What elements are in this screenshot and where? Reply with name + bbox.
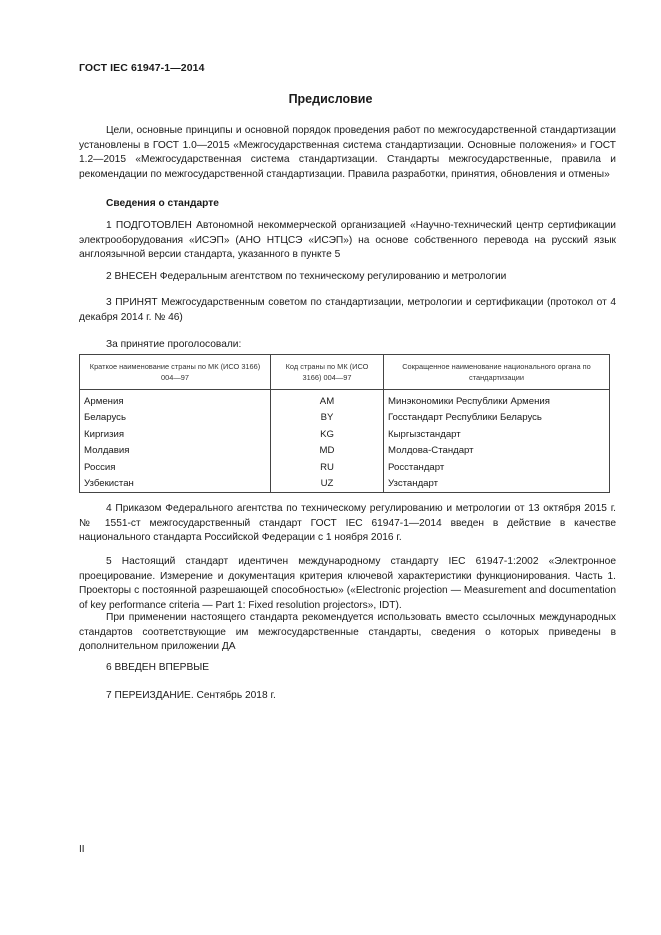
item-1-paragraph: 1 ПОДГОТОВЛЕН Автономной некоммерческой организацией «Научно-технический центр сертификации электрооборудования «ИСЭП» (АНО НТЦСЭ «ИСЭП») на основе собственного перевода на русский язык англоязычной версии стандарта, указанного в пункте 5 — [79, 220, 616, 261]
code-cell: KG — [271, 426, 384, 443]
page-number: II — [79, 844, 85, 855]
item-5-paragraph: 5 Настоящий стандарт идентичен международному стандарту IEC 61947-1:2002 «Электронное проецирование. Измерение и документация критерия ключевой характеристики функционирования. Часть 1. Проекторы с постоянной разрешающей способностью» («Electronic projection — Measurement and documentation of key performance criteria — Part 1: Fixed resolution projectors», IDT). — [79, 556, 616, 611]
country-cell: Беларусь — [80, 410, 271, 427]
code-cell: BY — [271, 410, 384, 427]
country-cell: Молдавия — [80, 443, 271, 460]
table-header-row — [80, 355, 610, 390]
table-row — [80, 426, 610, 443]
item-4-paragraph: 4 Приказом Федерального агентства по техническому регулированию и метрологии от 13 октября 2015 г. № 1551-ст межгосударственный стандарт ГОСТ IEC 61947-1—2014 введен в действие в качестве национального стандарта Российской Федерации с 1 ноября 2016 г. — [79, 503, 616, 544]
voting-table — [79, 354, 610, 493]
item-6-paragraph: 6 ВВЕДЕН ВПЕРВЫЕ — [106, 662, 210, 673]
item-7-paragraph: 7 ПЕРЕИЗДАНИЕ. Сентябрь 2018 г. — [106, 690, 276, 701]
item-2-paragraph: 2 ВНЕСЕН Федеральным агентством по техническому регулированию и метрологии — [106, 271, 507, 282]
code-cell: AM — [271, 390, 384, 410]
item-3-paragraph: 3 ПРИНЯТ Межгосударственным советом по стандартизации, метрологии и сертификации (протокол от 4 декабря 2014 г. № 46) — [79, 297, 616, 323]
country-cell: Киргизия — [80, 426, 271, 443]
page-title: Предисловие — [288, 92, 373, 106]
body-cell: Госстандарт Республики Беларусь — [384, 410, 610, 427]
code-cell: UZ — [271, 476, 384, 493]
column-header-country: Краткое наименование страны по МК (ИСО 3166) 004—97 — [80, 355, 271, 390]
body-cell: Молдова-Стандарт — [384, 443, 610, 460]
body-cell: Кыргызстандарт — [384, 426, 610, 443]
body-cell: Росстандарт — [384, 459, 610, 476]
country-cell: Россия — [80, 459, 271, 476]
country-cell: Армения — [80, 390, 271, 410]
code-cell: MD — [271, 443, 384, 460]
item-5-note: При применении настоящего стандарта рекомендуется использовать вместо ссылочных международных стандартов соответствующие им межгосударственные стандарты, сведения о которых приведены в дополнительном приложении ДА — [79, 612, 616, 653]
table-row — [80, 476, 610, 493]
column-header-body: Сокращенное наименование национального органа по стандартизации — [384, 355, 610, 390]
intro-paragraph: Цели, основные принципы и основной порядок проведения работ по межгосударственной стандартизации установлены в ГОСТ 1.0—2015 «Межгосударственная система стандартизации. Основные положения» и ГОСТ 1.2—2015 «Межгосударственная система стандартизации. Стандарты межгосударственные, правила и рекомендации по межгосударственной стандартизации. Правила разработки, принятия, обновления и отмены» — [79, 125, 616, 180]
table-row — [80, 459, 610, 476]
info-heading: Сведения о стандарте — [106, 198, 219, 209]
table-row — [80, 410, 610, 427]
document-code: ГОСТ IEC 61947-1—2014 — [79, 62, 205, 74]
column-header-code: Код страны по МК (ИСО 3166) 004—97 — [271, 355, 384, 390]
table-row — [80, 443, 610, 460]
code-cell: RU — [271, 459, 384, 476]
body-cell: Узстандарт — [384, 476, 610, 493]
body-cell: Минэкономики Республики Армения — [384, 390, 610, 410]
vote-label: За принятие проголосовали: — [106, 339, 242, 350]
country-cell: Узбекистан — [80, 476, 271, 493]
table-row — [80, 390, 610, 410]
